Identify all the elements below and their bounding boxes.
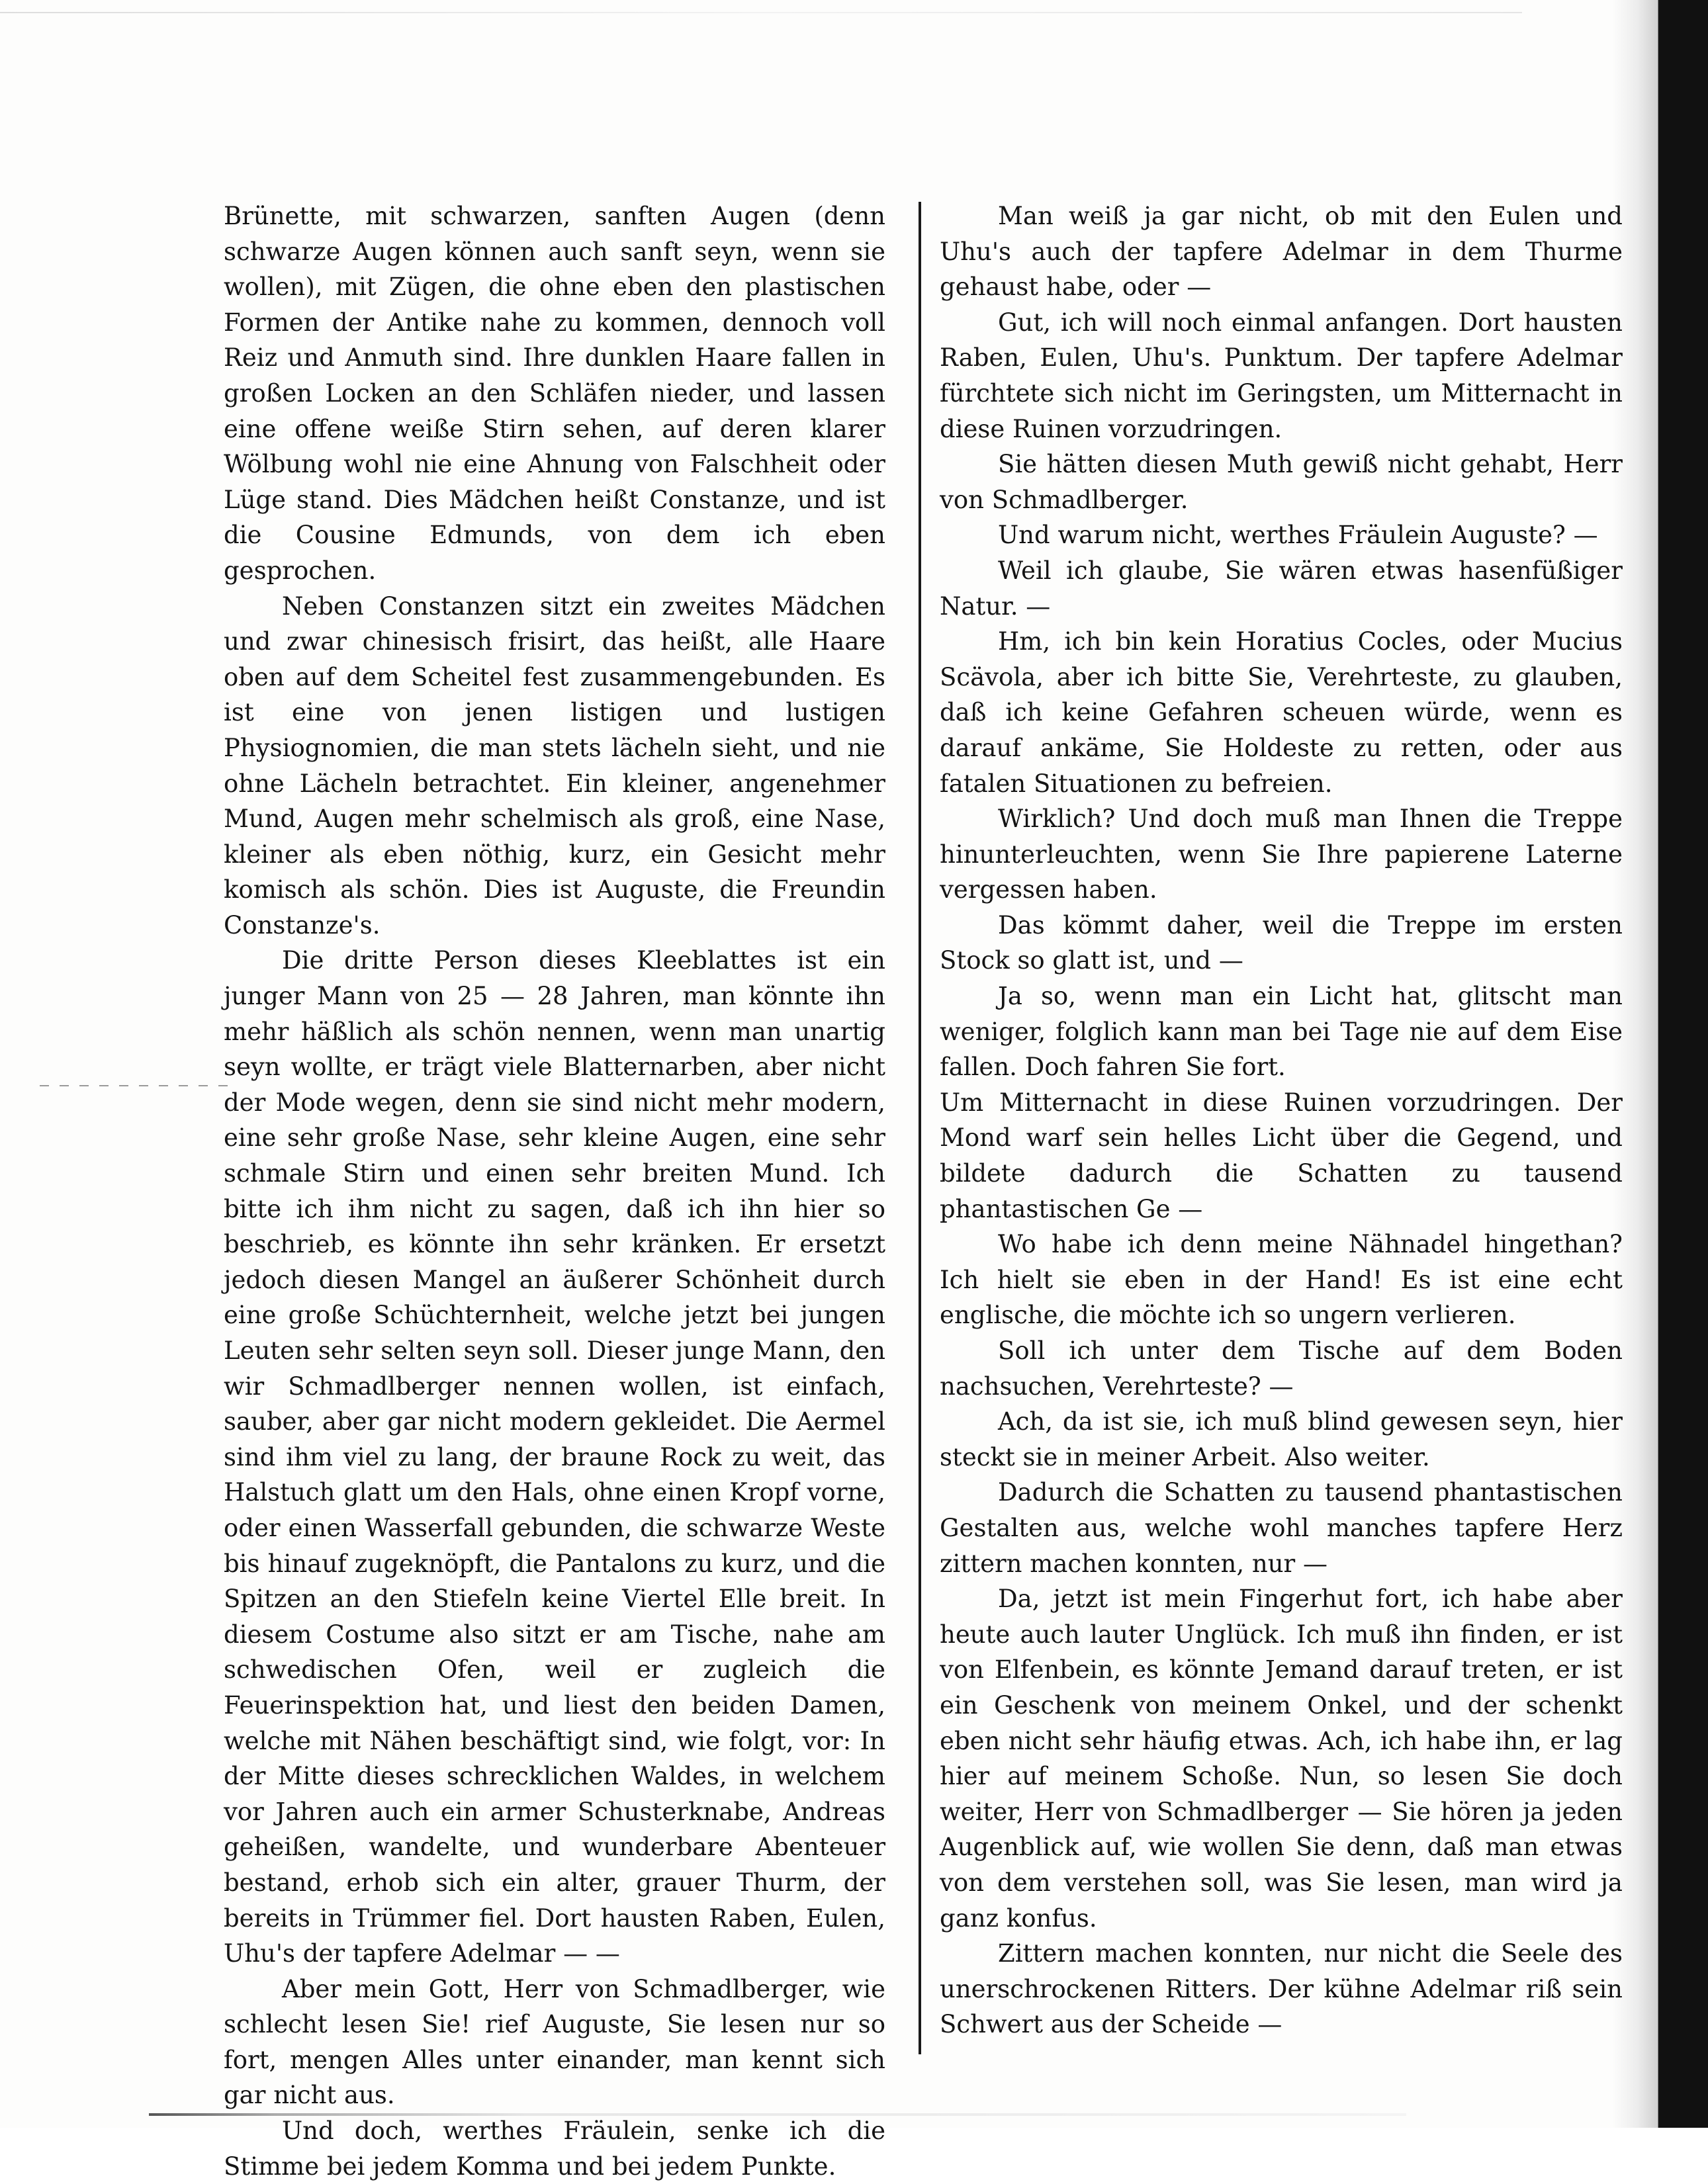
paragraph: Da, jetzt ist mein Fingerhut fort, ich habe aber heute auch lauter Unglück. Ich muß ihn finden, er ist von Elfenbein, es könnte Jemand darauf treten, er ist ein Geschenk von meinem Onkel, und der schenkt eben nicht sehr häufig etwas. Ach, ich habe ihn, er lag hier auf meinem Schoße. Nun, so lesen Sie doch weiter, Herr von Schmadlberger — Sie hören ja jeden Augenblick auf, wie wollen Sie denn, daß man etwas von dem verstehen soll, was Sie lesen, man wird ja ganz konfus. (940, 1585, 1623, 1933)
paragraph: Um Mitternacht in diese Ruinen vorzudringen. Der Mond warf sein helles Licht über die Gegend, und bildete dadurch die Schatten zu tausend phantastischen Ge — (940, 1088, 1623, 1223)
paragraph: Das kömmt daher, weil die Treppe im ersten Stock so glatt ist, und — (940, 910, 1623, 975)
paragraph: Ach, da ist sie, ich muß blind gewesen seyn, hier steckt sie in meiner Arbeit. Also weiter. (940, 1407, 1623, 1471)
paragraph: Aber mein Gott, Herr von Schmadlberger, wie schlecht lesen Sie! rief Auguste, Sie lesen nur so fort, mengen Alles unter einander, man kennt sich gar nicht aus. (224, 1974, 885, 2110)
paragraph: Brünette, mit schwarzen, sanften Augen (denn schwarze Augen können auch sanft seyn, wenn sie wollen), mit Zügen, die ohne eben den plastischen Formen der Antike nahe zu kommen, dennoch voll Reiz und Anmuth sind. Ihre dunklen Haare fallen in großen Locken an den Schläfen nieder, und lassen eine offene weiße Stirn sehen, auf deren klarer Wölbung wohl nie eine Ahnung von Falschheit oder Lüge stand. Dies Mädchen heißt Constanze, und ist die Cousine Edmunds, von dem ich eben gesprochen. (224, 202, 885, 585)
right-column (940, 198, 1623, 2042)
paragraph: Wo habe ich denn meine Nähnadel hingethan? Ich hielt sie eben in der Hand! Es ist eine echt englische, die möchte ich so ungern verlieren. (940, 1230, 1623, 1330)
margin-mark (40, 1085, 232, 1086)
scan-border (1658, 0, 1708, 2128)
paragraph: Ja so, wenn man ein Licht hat, glitscht man weniger, folglich kann man bei Tage nie auf dem Eise fallen. Doch fahren Sie fort. (940, 982, 1623, 1082)
top-scan-rule (0, 12, 1522, 13)
paragraph: Man weiß ja gar nicht, ob mit den Eulen und Uhu's auch der tapfere Adelmar in dem Thurme gehaust habe, oder — (940, 202, 1623, 302)
paragraph: Und doch, werthes Fräulein, senke ich die Stimme bei jedem Komma und bei jedem Punkte. (224, 2117, 885, 2181)
paragraph: Zittern machen konnten, nur nicht die Seele des unerschrockenen Ritters. Der kühne Adelmar riß sein Schwert aus der Scheide — (940, 1939, 1623, 2039)
paragraph: Neben Constanzen sitzt ein zweites Mädchen und zwar chinesisch frisirt, das heißt, alle Haare oben auf dem Scheitel fest zusammengebunden. Es ist eine von jenen listigen und lustigen Physiognomien, die man stets lächeln sieht, und nie ohne Lächeln betrachtet. Ein kleiner, angenehmer Mund, Augen mehr schelmisch als groß, eine Nase, kleiner als eben nöthig, kurz, ein Gesicht mehr komisch als schön. Dies ist Auguste, die Freundin Constanze's. (224, 591, 885, 939)
paragraph: Soll ich unter dem Tische auf dem Boden nachsuchen, Verehrteste? — (940, 1336, 1623, 1401)
paragraph: Wirklich? Und doch muß man Ihnen die Treppe hinunterleuchten, wenn Sie Ihre papierene Laterne vergessen haben. (940, 805, 1623, 904)
paragraph: Weil ich glaube, Sie wären etwas hasenfüßiger Natur. — (940, 556, 1623, 621)
paragraph: Dadurch die Schatten zu tausend phantastischen Gestalten aus, welche wohl manches tapfere Herz zittern machen konnten, nur — (940, 1478, 1623, 1578)
paragraph: Und warum nicht, werthes Fräulein Auguste? — (998, 521, 1598, 550)
column-divider (919, 202, 921, 2054)
paragraph: Hm, ich bin kein Horatius Cocles, oder Mucius Scävola, aber ich bitte Sie, Verehrteste, zu glauben, daß ich keine Gefahren scheuen würde, wenn es darauf ankäme, Sie Holdeste zu retten, oder aus fatalen Situationen zu befreien. (940, 627, 1623, 798)
paragraph: Gut, ich will noch einmal anfangen. Dort hausten Raben, Eulen, Uhu's. Punktum. Der tapfere Adelmar fürchtete sich nicht im Geringsten, um Mitternacht in diese Ruinen vorzudringen. (940, 308, 1623, 443)
left-column (224, 198, 885, 2184)
paragraph: Die dritte Person dieses Kleeblattes ist ein junger Mann von 25 — 28 Jahren, man könnte ihn mehr häßlich als schön nennen, wenn man unartig seyn wollte, er trägt viele Blatternarben, aber nicht der Mode wegen, denn sie sind nicht mehr modern, eine sehr große Nase, sehr kleine Augen, eine sehr schmale Stirn und einen sehr breiten Mund. Ich bitte ich ihm nicht zu sagen, daß ich ihn hier so beschrieb, es könnte ihn sehr kränken. Er ersetzt jedoch diesen Mangel an äußerer Schönheit durch eine große Schüchternheit, welche jetzt bei jungen Leuten sehr selten seyn soll. Dieser junge Mann, den wir Schmadlberger nennen wollen, ist einfach, sauber, aber gar nicht modern gekleidet. Die Aermel sind ihm viel zu lang, der braune Rock zu weit, das Halstuch glatt um den Hals, ohne einen Kropf vorne, oder einen Wasserfall gebunden, die schwarze Weste bis hinauf zugeknöpft, die Pantalons zu kurz, und die Spitzen an den Stiefeln keine Viertel Elle breit. In diesem Costume also sitzt er am Tische, nahe am schwedischen Ofen, weil er zugleich die Feuerinspektion hat, und liest den beiden Damen, welche mit Nähen beschäftigt sind, wie folgt, vor: In der Mitte dieses schrecklichen Waldes, in welchem vor Jahren auch ein armer Schusterknabe, Andreas geheißen, wandelte, und wunderbare Abenteuer bestand, erhob sich ein alter, grauer Thurm, der bereits in Trümmer fiel. Dort hausten Raben, Eulen, Uhu's der tapfere Adelmar — — (224, 946, 885, 1968)
paragraph: Sie hätten diesen Muth gewiß nicht gehabt, Herr von Schmadlberger. (940, 450, 1623, 514)
